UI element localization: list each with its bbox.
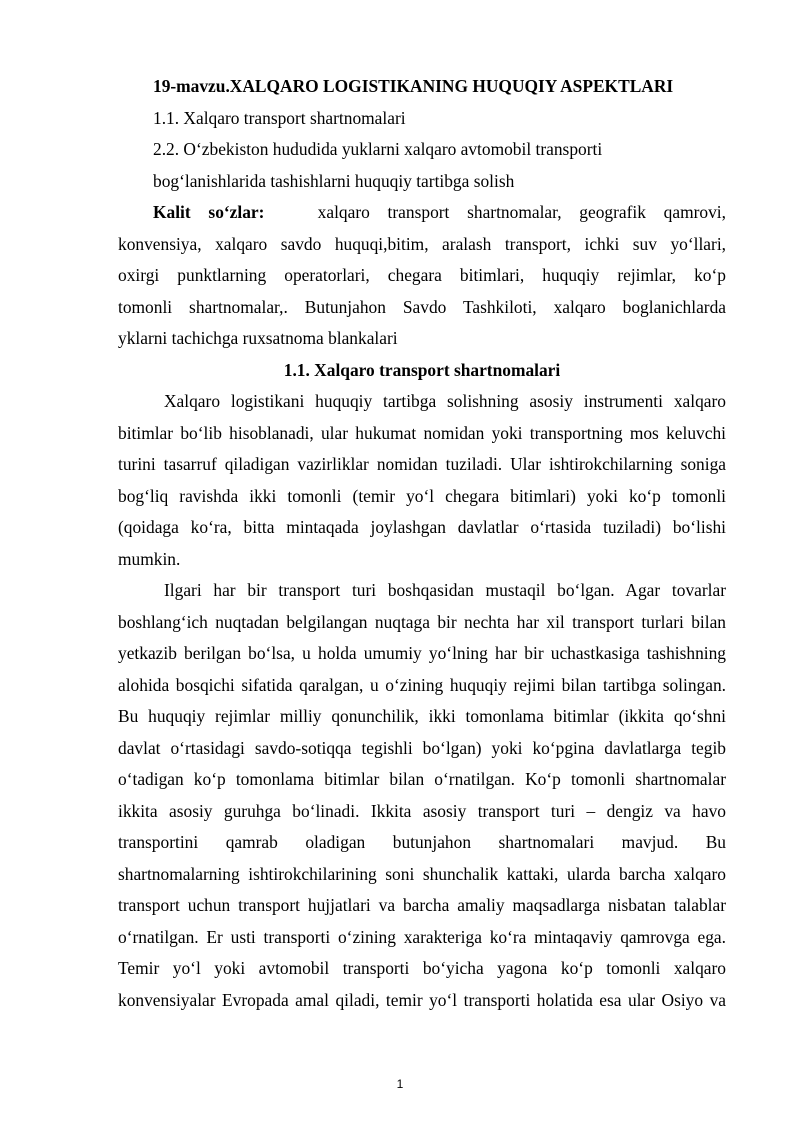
keywords-line-1	[118, 197, 726, 229]
keywords-label: Kalit so‘zlar:	[153, 202, 265, 222]
paragraph-2-line: transportini qamrab oladigan butunjahon shartnomalari mavjud. Bu	[118, 832, 726, 852]
paragraph-2-line: Ilgari har bir transport turi boshqasidan mustaqil bo‘lgan. Agar tovarlar	[164, 580, 726, 600]
paragraph-1-line: bog‘liq ravishda ikki tomonli (temir yo‘l chegara bitimlari) yoki ko‘p tomonli	[118, 485, 726, 506]
section-heading: 1.1. Xalqaro transport shartnomalari	[283, 359, 561, 380]
paragraph-2-line: shartnomalarning ishtirokchilarining soni shunchalik kattaki, ularda barcha xalqaro	[118, 863, 726, 884]
keywords-text: xalqaro transport shartnomalar, geografik qamrovi,	[317, 202, 726, 222]
paragraph-2-line: yetkazib berilgan bo‘lsa, u holda umumiy yo‘lning har bir uchastkasiga tashishning	[118, 643, 726, 663]
paragraph-2-line: o‘tadigan ko‘p tomonlama bitimlar bilan o‘rnatilgan. Ko‘p tomonli shartnomalar	[118, 769, 726, 789]
paragraph-2-line: davlat o‘rtasidagi savdo-sotiqqa tegishli bo‘lgan) yoki ko‘pgina davlatlarga tegib	[118, 737, 726, 758]
paragraph-1-line: mumkin.	[118, 548, 181, 569]
paragraph-1-line: (qoidaga ko‘ra, bitta mintaqada joylashgan davlatlar o‘rtasida tuziladi) bo‘lishi	[118, 517, 726, 537]
keywords-line-3: oxirgi punktlarning operatorlari, chegara bitimlari, huquqiy rejimlar, ko‘p	[118, 265, 726, 285]
paragraph-1-line: Xalqaro logistikani huquqiy tartibga solishning asosiy instrumenti xalqaro	[164, 391, 726, 411]
paragraph-2-line: ikkita asosiy guruhga bo‘linadi. Ikkita asosiy transport turi – dengiz va havo	[118, 800, 726, 821]
toc-item-2-continued: bog‘lanishlarida tashishlarni huquqiy tartibga solish	[153, 170, 515, 191]
paragraph-2-line: transport uchun transport hujjatlari va barcha amaliy maqsadlarga nisbatan talablar	[118, 895, 726, 915]
paragraph-2-line: alohida bosqichi sifatida qaralgan, u o‘zining huquqiy rejimi bilan tartibga solingan.	[118, 674, 726, 695]
paragraph-2-line: boshlang‘ich nuqtadan belgilangan nuqtaga bir nechta har xil transport turlari bilan	[118, 611, 726, 632]
paragraph-2-line: Temir yo‘l yoki avtomobil transporti bo‘yicha yagona ko‘p tomonli xalqaro	[118, 958, 726, 978]
toc-item-2: 2.2. O‘zbekiston hududida yuklarni xalqaro avtomobil transporti	[153, 139, 603, 159]
page-number: 1	[396, 1077, 404, 1091]
keywords-line-4: tomonli shartnomalar,. Butunjahon Savdo Tashkiloti, xalqaro boglanichlarda	[118, 296, 726, 317]
document-title: 19-mavzu.XALQARO LOGISTIKANING HUQUQIY ASPEKTLARI	[153, 76, 674, 96]
keywords-line-5: yklarni tachichga ruxsatnoma blankalari	[118, 328, 398, 348]
keywords-line-2: konvensiya, xalqaro savdo huquqi,bitim, aralash transport, ichki suv yo‘llari,	[118, 233, 726, 254]
paragraph-2-line: Bu huquqiy rejimlar milliy qonunchilik, ikki tomonlama bitimlar (ikkita qo‘shni	[118, 706, 726, 726]
toc-item-1: 1.1. Xalqaro transport shartnomalari	[153, 107, 406, 128]
paragraph-1-line: bitimlar bo‘lib hisoblanadi, ular hukumat nomidan yoki transportning mos keluvchi	[118, 422, 726, 443]
text-column	[118, 71, 726, 1016]
paragraph-2-line: o‘rnatilgan. Er usti transporti o‘zining xarakteriga ko‘ra mintaqaviy qamrovga ega.	[118, 926, 726, 947]
paragraph-1-line: turini tasarruf qiladigan vazirliklar nomidan tuziladi. Ular ishtirokchilarning soniga	[118, 454, 726, 474]
paragraph-2-line: konvensiyalar Evropada amal qiladi, temir yo‘l transporti holatida esa ular Osiyo va	[118, 989, 726, 1010]
